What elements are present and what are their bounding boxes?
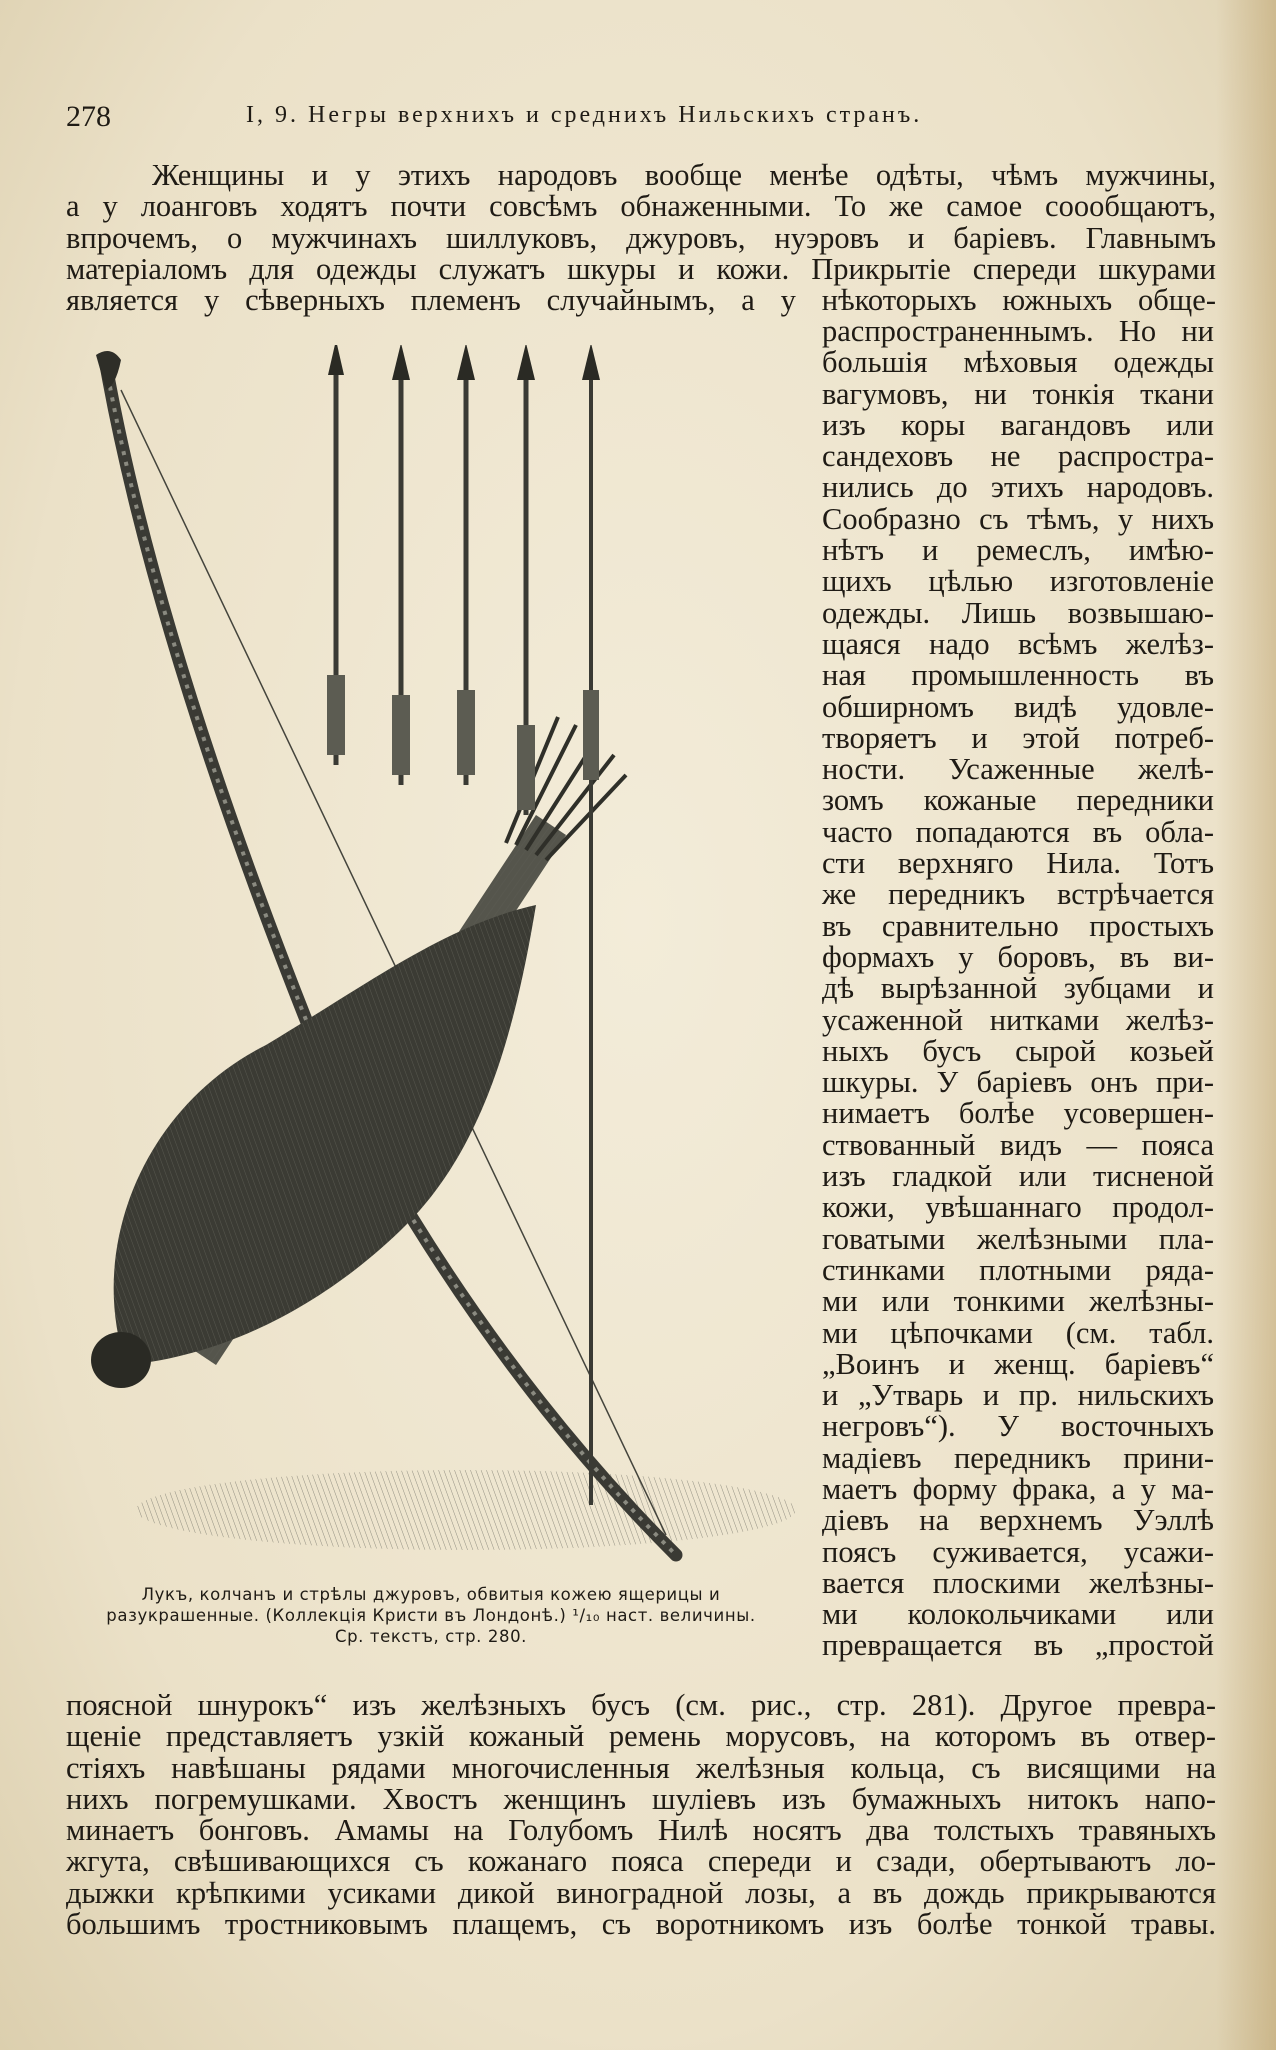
text-line: дыжки крѣпкими усиками дикой виноградной лозы, а въ дождь прикрываются xyxy=(66,1875,1216,1910)
text-line: поясной шнурокъ“ изъ желѣзныхъ бусъ (см. рис., стр. 281). Другое превра- xyxy=(66,1688,1216,1722)
text-line: превращается въ „простой xyxy=(822,1628,1214,1663)
caption-line: Ср. текстъ, стр. 280. xyxy=(334,1627,528,1646)
text-line: ми колокольчиками или xyxy=(822,1597,1214,1632)
page-header xyxy=(66,100,1216,140)
text-line: зомъ кожаные передники xyxy=(822,783,1214,818)
text-line: формахъ у боровъ, въ ви- xyxy=(822,939,1214,974)
text-line: изъ гладкой или тисненой xyxy=(822,1159,1214,1194)
text-line: ми или тонкими желѣзны- xyxy=(822,1284,1214,1319)
text-line: усаженной нитками желѣз- xyxy=(822,1002,1214,1037)
column-paragraph xyxy=(822,316,1214,1662)
text-line: поясъ суживается, усажи- xyxy=(822,1534,1214,1569)
text-line: творяетъ и этой потреб- xyxy=(822,720,1214,755)
text-line: „Воинъ и женщ. баріевъ“ xyxy=(822,1346,1214,1381)
text-line: діевъ на верхнемъ Уэллѣ xyxy=(822,1503,1214,1538)
page-edge-shadow xyxy=(1216,0,1276,2050)
text-line: минаетъ бонговъ. Амамы на Голубомъ Нилѣ носятъ два толстыхъ травяныхъ xyxy=(66,1813,1216,1848)
text-line: щеніе представляетъ узкій кожаный ремень моруcовъ, на которомъ въ отвер- xyxy=(66,1719,1216,1754)
text-line: ности. Усаженные желѣ- xyxy=(822,752,1214,787)
text-line: ствованный видъ — пояса xyxy=(822,1127,1214,1162)
caption-line: Лукъ, колчанъ и стрѣлы джуровъ, обвитыя кожею ящерицы и xyxy=(141,1585,721,1604)
text-line: большимъ тростниковымъ плащемъ, съ воротникомъ изъ болѣе тонкой травы. xyxy=(66,1907,1216,1942)
text-line: ная промышленность въ xyxy=(822,658,1214,693)
running-head: I, 9. Негры верхнихъ и среднихъ Нильскихъ странъ. xyxy=(246,102,923,128)
text-line: изъ коры вагандовъ или xyxy=(822,407,1214,442)
top-paragraph xyxy=(66,160,1216,316)
text-line: щихъ цѣлью изготовленіе xyxy=(822,564,1214,599)
figure-caption xyxy=(66,1584,796,1647)
text-line: кожи, увѣшаннаго продол- xyxy=(822,1190,1214,1225)
text-line: нимаетъ болѣе усовершен- xyxy=(822,1096,1214,1131)
text-line: одежды. Лишь возвышаю- xyxy=(822,595,1214,630)
text-line: мадіевъ передникъ прини- xyxy=(822,1440,1214,1475)
page-number: 278 xyxy=(66,100,111,133)
text-line: щаяся надо всѣмъ желѣз- xyxy=(822,626,1214,661)
text-line: стинками плотными ряда- xyxy=(822,1252,1214,1287)
text-line: стіяхъ навѣшаны рядами многочисленныя желѣзныя кольца, съ висящими на xyxy=(66,1750,1216,1785)
text-line: часто попадаются въ обла- xyxy=(822,814,1214,849)
text-line: шкуры. У баріевъ онъ при- xyxy=(822,1065,1214,1100)
text-line: въ сравнительно простыхъ xyxy=(822,908,1214,943)
text-line: является у сѣверныхъ племенъ случайнымъ, а у нѣкоторыхъ южныхъ обще- xyxy=(66,283,1216,318)
text-line: сти верхняго Нила. Тотъ xyxy=(822,846,1214,881)
text-line: а у лоанговъ ходятъ почти совсѣмъ обнаженными. То же самое соообщаютъ, xyxy=(66,189,1216,224)
text-line: нихъ погремушками. Хвостъ женщинъ шуліевъ изъ бумажныхъ нитокъ напо- xyxy=(66,1781,1216,1816)
text-line: большія мѣховыя одежды xyxy=(822,345,1214,380)
text-line: жгута, свѣшивающихся съ кожанаго пояса спереди и сзади, обертываютъ ло- xyxy=(66,1844,1216,1879)
text-line: нились до этихъ народовъ. xyxy=(822,470,1214,505)
text-line: говатыми желѣзными пла- xyxy=(822,1221,1214,1256)
text-line: ми цѣпочками (см. табл. xyxy=(822,1315,1214,1350)
text-line: вагумовъ, ни тонкія ткани xyxy=(822,376,1214,411)
text-line: вается плоскими желѣзны- xyxy=(822,1565,1214,1600)
text-line: и „Утварь и пр. нильскихъ xyxy=(822,1378,1214,1413)
text-line: Женщины и у этихъ народовъ вообще менѣе одѣты, чѣмъ мужчины, xyxy=(152,158,1216,192)
bow-quiver-arrows-engraving xyxy=(66,345,796,1580)
text-line: Сообразно съ тѣмъ, у нихъ xyxy=(822,501,1214,536)
text-line: впрочемъ, о мужчинахъ шиллуковъ, джуровъ, нуэровъ и баріевъ. Главнымъ xyxy=(66,220,1216,255)
caption-line: разукрашенные. (Коллекція Кристи въ Лондонѣ.) ¹/₁₀ наст. величины. xyxy=(106,1606,756,1625)
text-line: негровъ“). У восточныхъ xyxy=(822,1409,1214,1444)
text-line: дѣ вырѣзанной зубцами и xyxy=(822,971,1214,1006)
text-line: матеріаломъ для одежды служатъ шкуры и кожи. Прикрытіе спереди шкурами xyxy=(66,251,1216,286)
text-line: распространеннымъ. Но ни xyxy=(822,314,1214,348)
text-line: сандеховъ не распростра- xyxy=(822,439,1214,474)
text-line: маетъ форму фрака, а у ма- xyxy=(822,1471,1214,1506)
text-line: же передникъ встрѣчается xyxy=(822,877,1214,912)
text-line: обширномъ видѣ удовле- xyxy=(822,689,1214,724)
text-line: нѣтъ и ремеслъ, имѣю- xyxy=(822,533,1214,568)
text-line: ныхъ бусъ сырой козьей xyxy=(822,1033,1214,1068)
figure-illustration xyxy=(66,345,796,1580)
bottom-paragraph xyxy=(66,1690,1216,1940)
